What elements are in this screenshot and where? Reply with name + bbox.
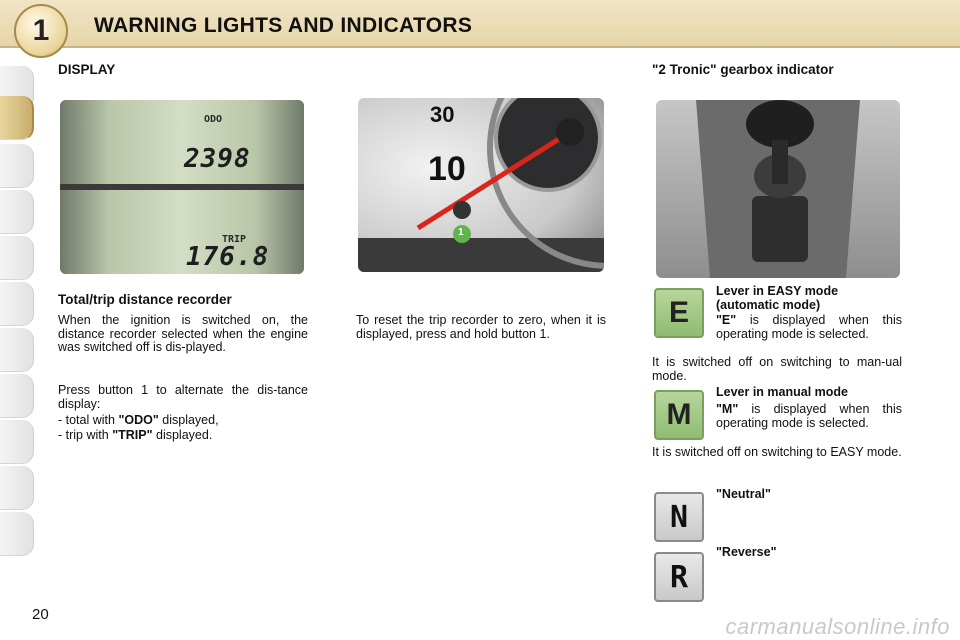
- gear-lever-illustration: [656, 100, 900, 278]
- manual-mode-off-text: It is switched off on switching to EASY mode.: [652, 445, 902, 459]
- page-header: [0, 0, 960, 48]
- chapter-tab[interactable]: [0, 374, 34, 418]
- odo-screen: [60, 100, 304, 184]
- easy-mode-off-text: It is switched off on switching to man-ual mode.: [652, 355, 902, 383]
- chapter-tab[interactable]: [0, 512, 34, 556]
- speedometer-illustration: [358, 98, 604, 272]
- chapter-tab[interactable]: [0, 144, 34, 188]
- display-heading: DISPLAY: [58, 62, 116, 77]
- easy-mode-text: "E" is displayed when this operating mode is selected.: [716, 313, 902, 341]
- page-number: 20: [32, 606, 49, 623]
- trip-label: TRIP: [222, 234, 247, 245]
- distance-recorder-heading: Total/trip distance recorder: [58, 292, 232, 307]
- reverse-icon: R: [654, 552, 704, 602]
- chapter-tab[interactable]: [0, 466, 34, 510]
- odo-label: ODO: [204, 114, 223, 125]
- chapter-tab[interactable]: [0, 420, 34, 464]
- reverse-heading: "Reverse": [716, 545, 777, 559]
- chapter-tab-active[interactable]: [0, 96, 34, 140]
- odo-value: 2398: [184, 144, 251, 174]
- gear-lever-photo: [656, 100, 900, 278]
- button-callout: 1: [458, 227, 464, 238]
- neutral-icon: N: [654, 492, 704, 542]
- gauge-label-10: 10: [428, 150, 466, 188]
- chapter-tab[interactable]: [0, 282, 34, 326]
- trip-value: 176.8: [186, 242, 270, 272]
- chapter-tab[interactable]: [0, 328, 34, 372]
- page-title: WARNING LIGHTS AND INDICATORS: [94, 14, 473, 37]
- chapter-tab[interactable]: [0, 190, 34, 234]
- bullet-trip: - trip with "TRIP" displayed.: [58, 428, 213, 442]
- trip-screen: [60, 190, 304, 274]
- bullet-odo: - total with "ODO" displayed,: [58, 413, 219, 427]
- press-button-paragraph: Press button 1 to alternate the dis-tance display:: [58, 383, 308, 411]
- neutral-heading: "Neutral": [716, 487, 771, 501]
- ignition-paragraph: When the ignition is switched on, the distance recorder selected when the engine was switched off is dis-played.: [58, 313, 308, 354]
- chapter-tab[interactable]: [0, 236, 34, 280]
- gauge-photo: [358, 98, 604, 272]
- chapter-tabs: [0, 66, 34, 576]
- gauge-label-30: 30: [430, 102, 455, 127]
- lcd-display-photo: [60, 100, 304, 274]
- manual-mode-text: "M" is displayed when this operating mode is selected.: [716, 402, 902, 430]
- manual-mode-heading: Lever in manual mode: [716, 385, 848, 399]
- reset-paragraph: To reset the trip recorder to zero, when it is displayed, press and hold button 1.: [356, 313, 606, 341]
- chapter-badge: 1: [14, 4, 68, 58]
- easy-mode-heading: Lever in EASY mode (automatic mode): [716, 284, 839, 312]
- manual-mode-icon: M: [654, 390, 704, 440]
- easy-mode-icon: E: [654, 288, 704, 338]
- gearbox-heading: "2 Tronic" gearbox indicator: [652, 62, 834, 77]
- watermark-url: carmanualsonline.info: [725, 614, 950, 639]
